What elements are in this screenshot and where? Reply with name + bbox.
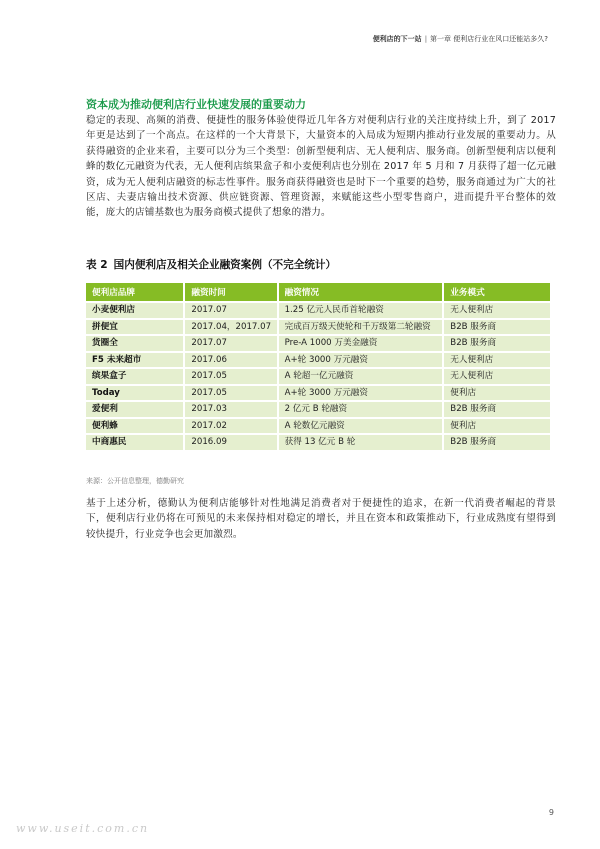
body-paragraph-1: 稳定的表现、高频的消费、便捷性的服务体验使得近几年各方对便利店行业的关注度持续上升，到了 2017 年更是达到了一个高点。在这样的一个大背景下，大量资本的入局成为短期内推动行业发展的重要动力。从获得融资的企业来看，主要可以分为三个类型：创新型便利店、无人便利店、服务商。创新型便利店以便利蜂的数亿元融资为代表，无人便利店缤果盒子和小麦便利店也分别在 2017 年 5 月和 7 月获得了超一亿元融资，成为无人便利店融资的标志性事件。服务商获得融资也是时下一个重要的趋势，服务商通过为广大的社区店、夫妻店输出技术资源、供应链资源、管理资源，来赋能这些小型零售商户，进而提升平台整体的效能，庞大的店铺基数也为服务商模式提供了想象的潜力。 — [86, 115, 556, 219]
cell-time: 2017.04，2017.07 — [184, 319, 277, 336]
cell-funding: 2 亿元 B 轮融资 — [278, 401, 444, 418]
header-model: 业务模式 — [443, 283, 550, 302]
page-number: 9 — [548, 808, 554, 817]
cell-funding: A+轮 3000 万元融资 — [278, 385, 444, 402]
table-title — [86, 257, 336, 272]
table-row — [86, 319, 550, 336]
cell-brand: 爱便利 — [86, 401, 184, 418]
cell-model: B2B 服务商 — [443, 401, 550, 418]
table-number: 表 2 — [86, 259, 108, 271]
cell-model: 便利店 — [443, 385, 550, 402]
site-watermark: www.useit.com.cn — [16, 822, 150, 835]
table-row — [86, 434, 550, 450]
table-header-row — [86, 283, 550, 302]
cell-brand: 中商惠民 — [86, 434, 184, 450]
cell-time: 2017.05 — [184, 368, 277, 385]
cell-funding: A+轮 3000 万元融资 — [278, 352, 444, 369]
header-time: 融资时间 — [184, 283, 277, 302]
book-title: 便利店的下一站 — [372, 35, 422, 43]
cell-time: 2017.05 — [184, 385, 277, 402]
table-row — [86, 368, 550, 385]
cell-brand: Today — [86, 385, 184, 402]
cell-funding: A 轮超一亿元融资 — [278, 368, 444, 385]
table-caption: 国内便利店及相关企业融资案例（不完全统计） — [113, 259, 337, 271]
cell-model: 无人便利店 — [443, 368, 550, 385]
cell-brand: 缤果盒子 — [86, 368, 184, 385]
cell-funding: 完成百万级天使轮和千万级第二轮融资 — [278, 319, 444, 336]
running-header — [373, 34, 548, 44]
table-row — [86, 418, 550, 435]
cell-brand: 便利蜂 — [86, 418, 184, 435]
table-row — [86, 385, 550, 402]
table-row — [86, 335, 550, 352]
header-separator: | — [424, 35, 428, 43]
header-funding: 融资情况 — [278, 283, 444, 302]
cell-time: 2017.06 — [184, 352, 277, 369]
cell-brand: 小麦便利店 — [86, 302, 184, 319]
cell-brand: F5 未来超市 — [86, 352, 184, 369]
cell-model: B2B 服务商 — [443, 434, 550, 450]
cell-model: 无人便利店 — [443, 302, 550, 319]
header-brand: 便利店品牌 — [86, 283, 184, 302]
table-row — [86, 302, 550, 319]
chapter-title: 第一章 便利店行业在风口还能站多久? — [430, 35, 548, 43]
table-source-note: 来源：公开信息整理，德勤研究 — [86, 477, 184, 485]
cell-time: 2017.07 — [184, 335, 277, 352]
cell-time: 2017.02 — [184, 418, 277, 435]
cell-model: B2B 服务商 — [443, 319, 550, 336]
cell-model: 便利店 — [443, 418, 550, 435]
cell-time: 2017.07 — [184, 302, 277, 319]
cell-brand: 货圈全 — [86, 335, 184, 352]
cell-brand: 拼便宜 — [86, 319, 184, 336]
section-title: 资本成为推动便利店行业快速发展的重要动力 — [86, 98, 306, 111]
table-row — [86, 352, 550, 369]
funding-table — [86, 283, 550, 450]
body-paragraph-2: 基于上述分析，德勤认为便利店能够针对性地满足消费者对于便捷性的追求，在新一代消费者崛起的背景下，便利店行业仍将在可预见的未来保持相对稳定的增长，并且在资本和政策推动下，行业成熟度有望得到较快提升，行业竞争也会更加激烈。 — [86, 498, 556, 540]
cell-funding: Pre-A 1000 万美金融资 — [278, 335, 444, 352]
cell-model: 无人便利店 — [443, 352, 550, 369]
table-row — [86, 401, 550, 418]
cell-time: 2016.09 — [184, 434, 277, 450]
cell-funding: 获得 13 亿元 B 轮 — [278, 434, 444, 450]
cell-model: B2B 服务商 — [443, 335, 550, 352]
cell-funding: 1.25 亿元人民币首轮融资 — [278, 302, 444, 319]
cell-time: 2017.03 — [184, 401, 277, 418]
cell-funding: A 轮数亿元融资 — [278, 418, 444, 435]
